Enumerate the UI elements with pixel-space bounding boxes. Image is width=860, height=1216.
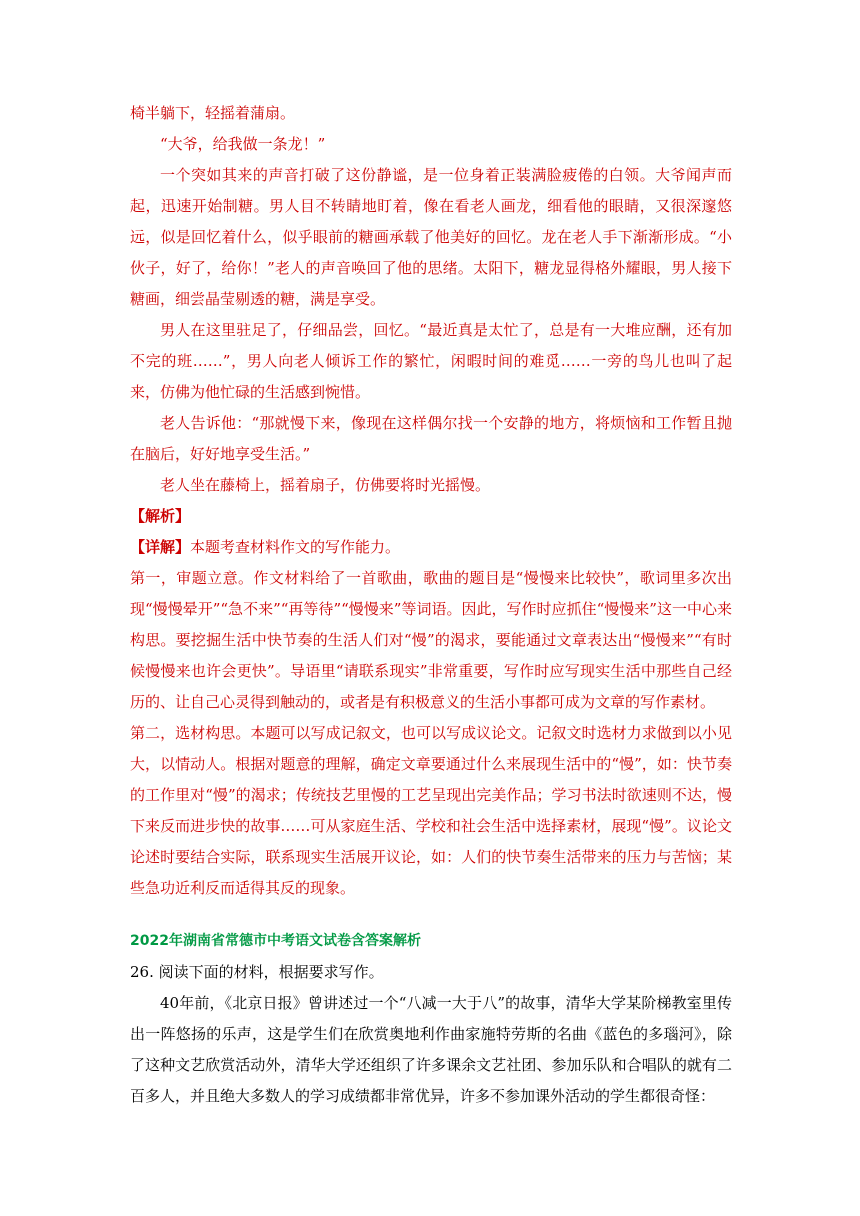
analysis-detail — [130, 532, 732, 563]
question-material: 40年前，《北京日报》曾讲述过一个“八减一大于八”的故事，清华大学某阶梯教室里传出一阵悠扬的乐声，这是学生们在欣赏奥地利作曲家施特劳斯的名曲《蓝色的多瑙河》，除了这种文艺欣赏活动外，清华大学还组织了许多课余文艺社团、参加乐队和合唱队的就有二百多人，并且绝大多数人的学习成绩都非常优异，许多不参加课外活动的学生都很奇怪： — [130, 994, 732, 1105]
story-line-0: 椅半躺下，轻摇着蒲扇。 — [130, 104, 296, 122]
detail-label: 【详解】 — [130, 538, 191, 556]
story-paragraph-3: 男人在这里驻足了，仔细品尝，回忆。“最近真是太忙了，总是有一大堆应酬，还有加不完的班……”，男人向老人倾诉工作的繁忙，闲暇时间的难觅……一旁的鸟儿也叫了起来，仿佛为他忙碌的生活感到惋惜。 — [130, 321, 732, 401]
section-gap — [130, 904, 732, 926]
detail-text: 本题考查材料作文的写作能力。 — [190, 538, 401, 556]
exam-title: 2022年湖南省常德市中考语文试卷含答案解析 — [130, 933, 421, 949]
question-number: 26. 阅读下面的材料，根据要求写作。 — [130, 963, 384, 981]
analysis-label: 【解析】 — [130, 507, 191, 525]
story-paragraph-2: 一个突如其来的声音打破了这份静谧，是一位身着正装满脸疲倦的白领。大爷闻声而起，迅速开始制糖。男人目不转睛地盯着，像在看老人画龙，细看他的眼睛，又很深邃悠远，似是回忆着什么，似乎眼前的糖画承载了他美好的回忆。龙在老人手下渐渐形成。“小伙子，好了，给你！”老人的声音唤回了他的思绪。太阳下，糖龙显得格外耀眼，男人接下糖画，细尝晶莹剔透的糖，满是享受。 — [130, 166, 732, 308]
page-content — [130, 98, 732, 1112]
analysis-paragraph-1: 第一，审题立意。作文材料给了一首歌曲，歌曲的题目是“慢慢来比较快”，歌词里多次出现“慢慢晕开”“急不来”“再等待”“慢慢来”等词语。因此，写作时应抓住“慢慢来”这一中心来构思。要挖掘生活中快节奏的生活人们对“慢”的渴求，要能通过文章表达出“慢慢来”“有时候慢慢来也许会更快”。导语里“请联系现实”非常重要，写作时应写现实生活中那些自己经历的、让自己心灵得到触动的，或者是有积极意义的生活小事都可成为文章的写作素材。 — [130, 569, 732, 711]
story-paragraph-5: 老人坐在藤椅上，摇着扇子，仿佛要将时光摇慢。 — [160, 476, 491, 494]
analysis-paragraph-2: 第二，选材构思。本题可以写成记叙文，也可以写成议论文。记叙文时选材力求做到以小见大，以情动人。根据对题意的理解，确定文章要通过什么来展现生活中的“慢”，如：快节奏的工作里对“慢”的渴求；传统技艺里慢的工艺呈现出完美作品；学习书法时欲速则不达，慢下来反而进步快的故事……可从家庭生活、学校和社会生活中选择素材，展现“慢”。议论文论述时要结合实际，联系现实生活展开议论，如：人们的快节奏生活带来的压力与苦恼；某些急功近利反而适得其反的现象。 — [130, 724, 732, 897]
story-line-1: “大爷，给我做一条龙！” — [160, 135, 326, 153]
story-paragraph-4: 老人告诉他：“那就慢下来，像现在这样偶尔找一个安静的地方，将烦恼和工作暂且抛在脑后，好好地享受生活。” — [130, 414, 732, 463]
